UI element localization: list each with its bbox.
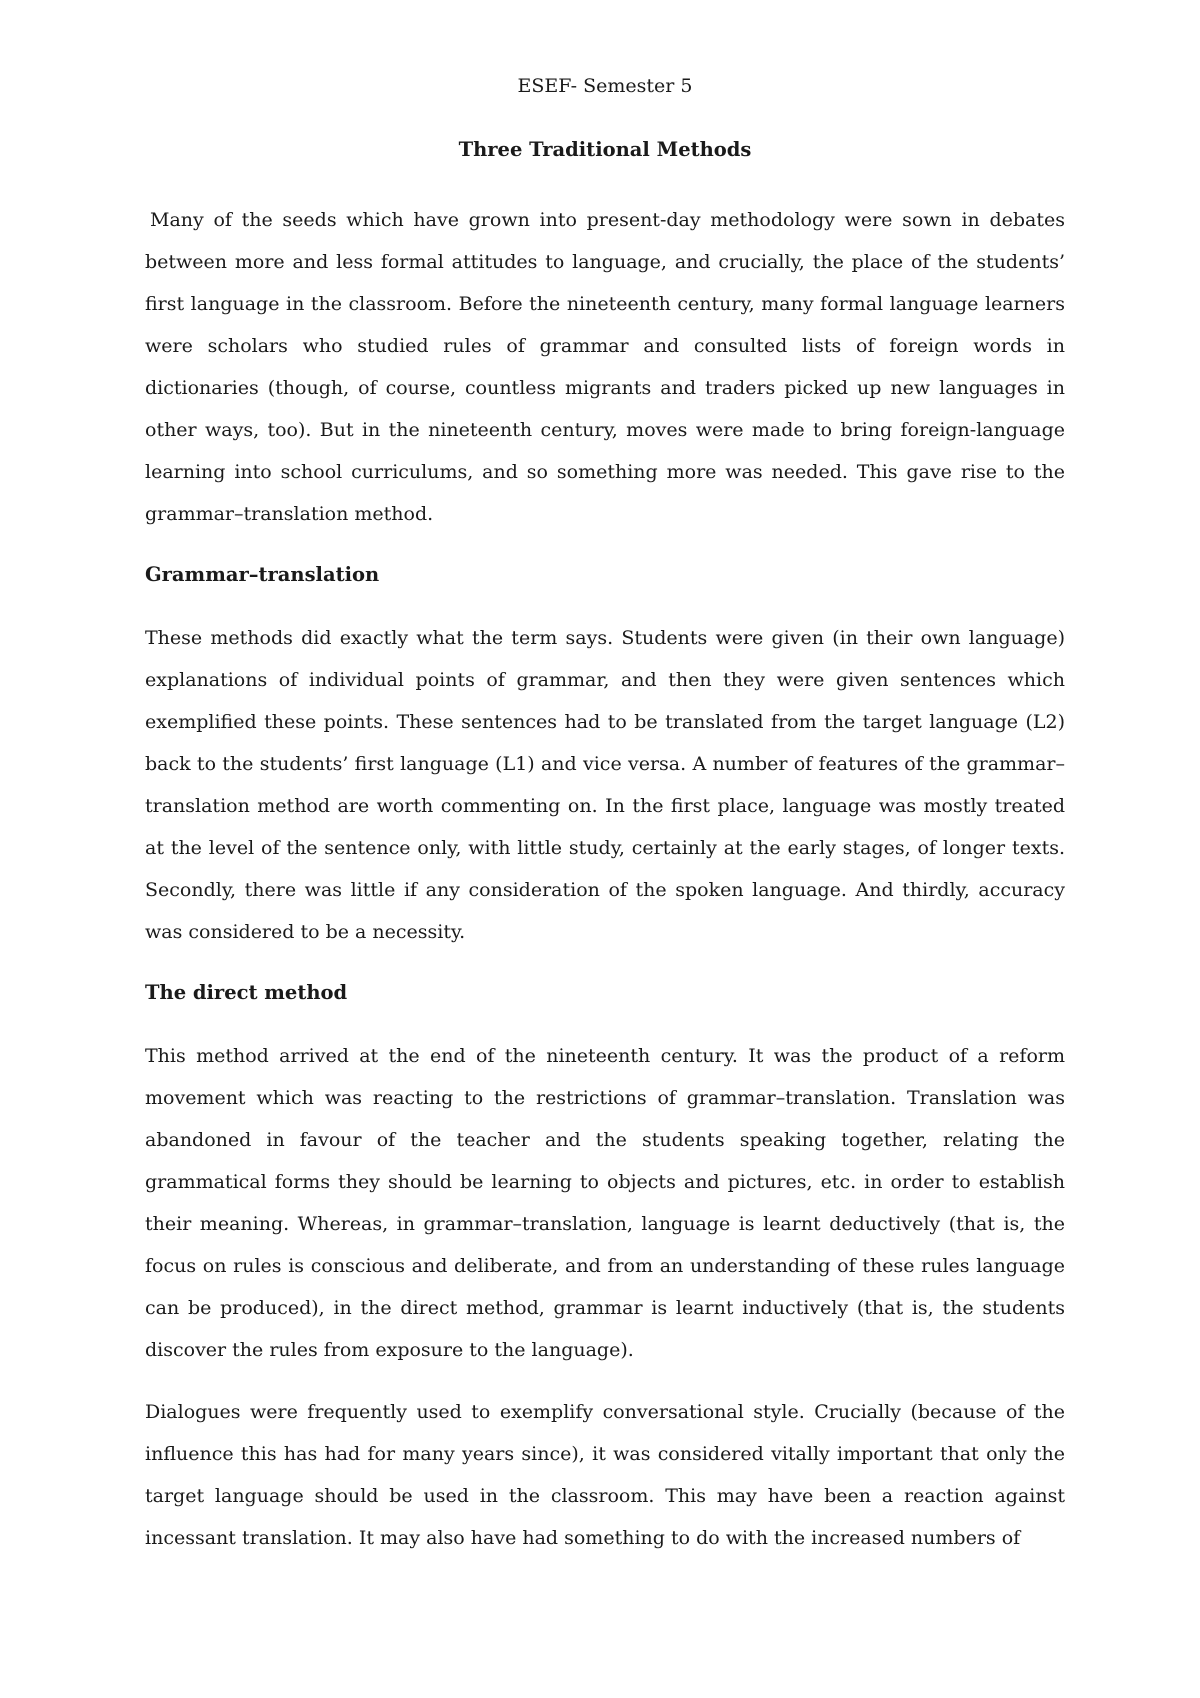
- page-content: [145, 66, 1065, 1579]
- document-title: Three Traditional Methods: [458, 138, 752, 161]
- direct-method-paragraph-1: This method arrived at the end of the nineteenth century. It was the product of a reform movement which was reacting to the restrictions of grammar–translation. Translation was abandoned in favour of the teacher and the students speaking together, relating the grammatical forms they should be learning to objects and pictures, etc. in order to establish their meaning. Whereas, in grammar–translation, language is learnt deductively (that is, the focus on rules is conscious and deliberate, and from an understanding of these rules language can be produced), in the direct method, grammar is learnt inductively (that is, the students discover the rules from exposure to the language).: [145, 1045, 1065, 1361]
- direct-method-paragraph-2: Dialogues were frequently used to exemplify conversational style. Crucially (because of the influence this has had for many years since), it was considered vitally important that only the target language should be used in the classroom. This may have been a reaction against incessant translation. It may also have had something to do with the increased numbers of: [145, 1401, 1065, 1549]
- section-heading-direct-method: The direct method: [145, 981, 348, 1004]
- section-heading-grammar-translation: Grammar–translation: [145, 563, 380, 586]
- running-header: ESEF- Semester 5: [517, 75, 693, 97]
- grammar-translation-paragraph: These methods did exactly what the term says. Students were given (in their own language) explanations of individual points of grammar, and then they were given sentences which exemplified these points. These sentences had to be translated from the target language (L2) back to the students’ first language (L1) and vice versa. A number of features of the grammar–translation method are worth commenting on. In the first place, language was mostly treated at the level of the sentence only, with little study, certainly at the early stages, of longer texts. Secondly, there was little if any consideration of the spoken language. And thirdly, accuracy was considered to be a necessity.: [145, 627, 1065, 943]
- intro-paragraph: [145, 199, 1065, 535]
- intro-paragraph-text: Many of the seeds which have grown into present-day methodology were sown in debates between more and less formal attitudes to language, and crucially, the place of the students’ first language in the classroom. Before the nineteenth century, many formal language learners were scholars who studied rules of grammar and consulted lists of foreign words in dictionaries (though, of course, countless migrants and traders picked up new languages in other ways, too). But in the nineteenth century, moves were made to bring foreign-language learning into school curriculums, and so something more was needed. This gave rise to the grammar–translation method.: [145, 209, 1065, 525]
